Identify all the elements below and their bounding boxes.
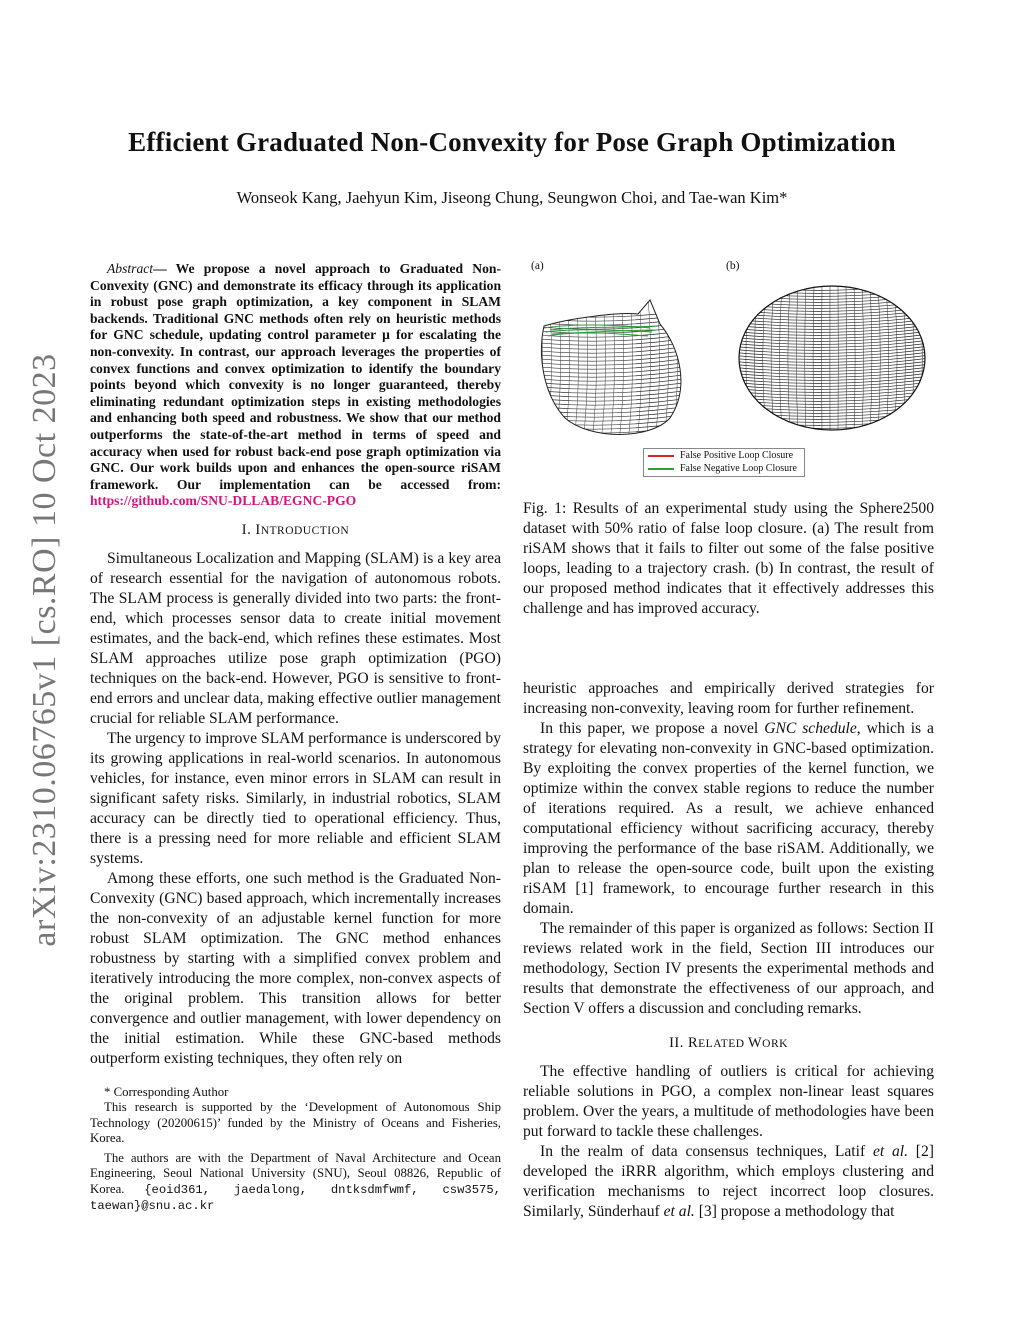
figure-label-b: (b) bbox=[726, 260, 740, 272]
intro-paragraph-1: Simultaneous Localization and Mapping (SLAM) is a key area of research essential for the navigation of autonomous robots. The SLAM process is generally divided into two parts: the front-end, which processes sensor data to create initial movement estimates, and the back-end, which refines these estimates. Most SLAM approaches utilize pose graph optimization (PGO) techniques on the back-end. However, PGO is sensitive to front-end errors and unclear data, making effective outlier management crucial for reliable SLAM performance. bbox=[90, 549, 501, 727]
left-column bbox=[90, 261, 501, 1215]
section-heading-introduction: I. INTRODUCTION bbox=[241, 521, 350, 538]
arxiv-sidebar bbox=[22, 350, 68, 950]
repository-link[interactable]: https://github.com/SNU-DLLAB/EGNC-PGO bbox=[90, 493, 357, 509]
related-paragraph-1: The effective handling of outliers is critical for achieving reliable solutions in PGO, a complex non-linear least squares problem. Over the years, a multitude of methodologies have been put forward to tackle these challenges. bbox=[523, 1063, 934, 1140]
trajectory-proposed bbox=[730, 283, 930, 434]
related-paragraph-2: In the realm of data consensus techniques, Latif et al. [2] developed the iRRR algorithm, which employs clustering and verification mechanisms to reject incorrect loop closures. Similarly, Sünderhauf et al. [3] propose a methodology that bbox=[523, 1143, 934, 1220]
section-heading-related-work: II. RELATED WORK bbox=[669, 1035, 788, 1051]
abstract bbox=[90, 261, 501, 510]
footnote-funding: This research is supported by the ‘Development of Autonomous Ship Technology (20200615)’ funded by the Ministry of Oceans and Fisheries, Korea. bbox=[90, 1100, 501, 1146]
legend-false-negative: False Negative Loop Closure bbox=[644, 462, 804, 475]
right-paragraph-3: The remainder of this paper is organized as follows: Section II reviews related work in the field, Section III introduces our methodology, Section IV presents the experimental methods and results that demonstrate the effectiveness of our approach, and Section V offers a discussion and concluding remarks. bbox=[523, 920, 934, 1017]
arxiv-identifier: arXiv:2310.06765v1 [cs.RO] 10 Oct 2023 bbox=[26, 353, 63, 947]
right-column bbox=[523, 679, 934, 1222]
abstract-label: Abstract bbox=[107, 261, 154, 276]
false-negative-loops bbox=[544, 325, 658, 336]
paper-title: Efficient Graduated Non-Convexity for Pose Graph Optimization bbox=[128, 127, 896, 157]
legend-swatch-green bbox=[648, 468, 674, 470]
legend-swatch-red bbox=[648, 455, 674, 457]
legend-false-positive: False Positive Loop Closure bbox=[644, 449, 804, 462]
intro-paragraph-3: Among these efforts, one such method is the Graduated Non-Convexity (GNC) based approach, which incrementally increases the non-convexity of an adjustable kernel function for more robust SLAM optimization. The GNC method enhances robustness by starting with a simplified convex problem and iteratively introducing the more complex, non-convex aspects of the original problem. This transition allows for better convergence and outlier management, with lower dependency on the initial estimation. While these GNC-based methods outperform existing techniques, they often rely on bbox=[90, 869, 501, 1067]
footnotes bbox=[90, 1085, 501, 1215]
footnote-corresponding: * Corresponding Author bbox=[104, 1084, 229, 1099]
right-paragraph-2: In this paper, we propose a novel GNC schedule, which is a strategy for elevating non-convexity in GNC-based optimization. By exploiting the convex properties of the kernel function, we optimize within the convex stable regions to reduce the number of iterations required. As a result, we achieve enhanced computational efficiency without sacrificing accuracy, thereby improving the performance of the base riSAM. Additionally, we plan to release the open-source code, built upon the existing riSAM [1] framework, to encourage further research in this domain. bbox=[523, 720, 934, 917]
figure-1-trajectories bbox=[530, 278, 940, 443]
abstract-text: — We propose a novel approach to Graduated Non-Convexity (GNC) and demonstrate its efficacy through its application in robust pose graph optimization, a key component in SLAM backends. Traditional GNC methods often rely on heuristic methods for GNC schedule, updating control parameter μ for escalating the non-convexity. In contrast, our approach leverages the properties of convex functions and convex optimization to identify the boundary points beyond which convexity is no longer guaranteed, thereby eliminating redundant optimization steps in existing methodologies and enhancing both speed and robustness. We show that our method outperforms the state-of-the-art method in terms of speed and accuracy when used for robust back-end pose graph optimization via GNC. Our work builds upon and enhances the open-source riSAM framework. Our implementation can be accessed from: bbox=[90, 261, 501, 492]
figure-caption: Fig. 1: Results of an experimental study using the Sphere2500 dataset with 50% ratio of false loop closure. (a) The result from riSAM shows that it fails to filter out some of the false positive loops, leading to a trajectory crash. (b) In contrast, the result of our proposed method indicates that it effectively addresses this challenge and has improved accuracy. bbox=[523, 500, 934, 617]
footnote-affiliation: The authors are with the Department of Naval Architecture and Ocean Engineering, Seoul National University (SNU), Seoul 08826, Republic of Korea. {eoid361, jaedalong, dntksdmfwmf, csw3575, taewan}@snu.ac.kr bbox=[90, 1150, 501, 1214]
intro-paragraph-2: The urgency to improve SLAM performance is underscored by its growing applications in real-world scenarios. In autonomous vehicles, for instance, even minor errors in SLAM can result in significant safety risks. Similarly, in industrial robotics, SLAM accuracy can be directly tied to operational efficiency. Thus, there is a pressing need for more reliable and efficient SLAM systems. bbox=[90, 729, 501, 867]
figure-label-a: (a) bbox=[531, 260, 544, 272]
author-list: Wonseok Kang, Jaehyun Kim, Jiseong Chung, Seungwon Choi, and Tae-wan Kim* bbox=[236, 188, 788, 207]
figure-legend bbox=[643, 448, 805, 477]
author-emails: {eoid361, jaedalong, dntksdmfwmf, csw3575, taewan}@snu.ac.kr bbox=[90, 1182, 501, 1214]
right-paragraph-1: heuristic approaches and empirically derived strategies for increasing non-convexity, leaving room for further refinement. bbox=[523, 680, 934, 717]
